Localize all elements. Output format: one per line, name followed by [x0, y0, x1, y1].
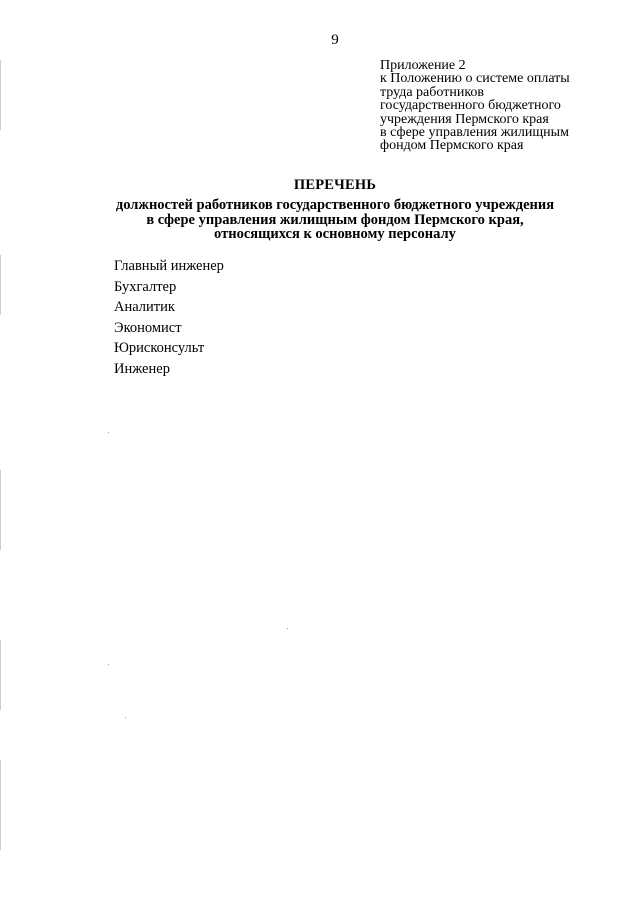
- position-item: Экономист: [114, 319, 182, 336]
- appendix-line: в сфере управления жилищным: [380, 125, 569, 141]
- subtitle-line: относящихся к основному персоналу: [214, 226, 456, 243]
- position-item: Аналитик: [114, 299, 175, 316]
- subtitle-line: должностей работников государственного бюджетного учреждения: [115, 197, 555, 213]
- scan-edge-mark: [0, 255, 1, 315]
- scan-edge-mark: [0, 760, 1, 850]
- appendix-block: [380, 59, 620, 153]
- appendix-line: государственного бюджетного: [380, 98, 561, 114]
- scan-speck: [125, 717, 126, 718]
- appendix-line: фондом Пермского края: [380, 138, 524, 154]
- document-title: ПЕРЕЧЕНЬ: [293, 177, 377, 193]
- scan-speck: [108, 432, 109, 433]
- appendix-line: учреждения Пермского края: [380, 111, 549, 127]
- position-item: Бухгалтер: [114, 278, 177, 295]
- scan-edge-mark: [0, 60, 1, 130]
- position-item: Инженер: [114, 360, 170, 377]
- subtitle-line: в сфере управления жилищным фондом Пермского края,: [146, 211, 524, 228]
- appendix-line: труда работников: [380, 84, 485, 100]
- document-subtitle: [0, 198, 640, 242]
- scan-speck: [108, 664, 109, 665]
- scan-edge-mark: [0, 640, 1, 710]
- appendix-line: Приложение 2: [380, 58, 466, 73]
- position-item: Юрисконсульт: [114, 340, 205, 357]
- position-item: Главный инженер: [114, 258, 224, 274]
- scan-speck: [287, 628, 288, 629]
- scan-edge-mark: [0, 470, 1, 550]
- appendix-line: к Положению о системе оплаты: [380, 71, 570, 87]
- positions-list: [114, 256, 224, 380]
- page-number: 9: [331, 32, 339, 48]
